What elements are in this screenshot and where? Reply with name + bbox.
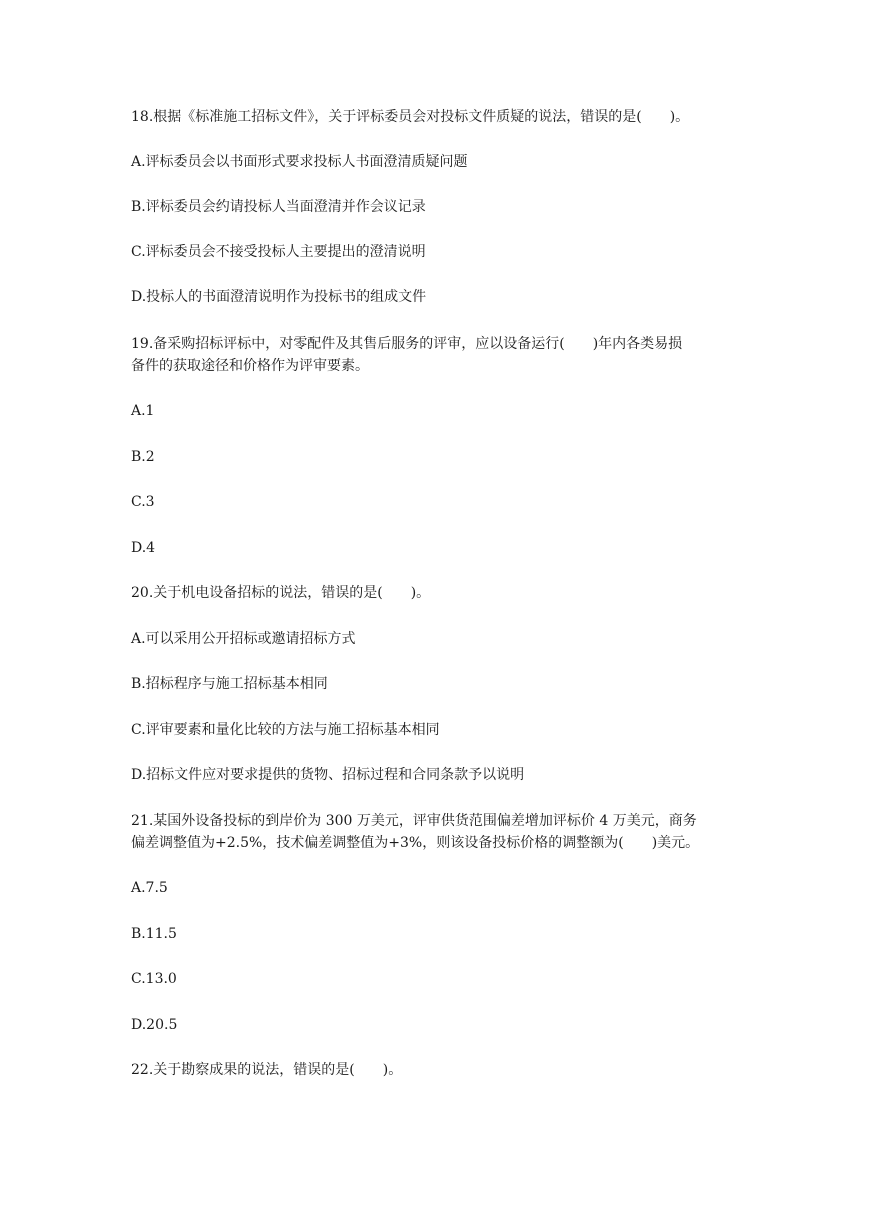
question-21-stem-line-1: 21.某国外设备投标的到岸价为 300 万美元，评审供货范围偏差增加评标价 4 万美元，商务	[131, 813, 697, 829]
question-20-option-b: B.招标程序与施工招标基本相同	[131, 676, 328, 692]
question-18-option-d: D.投标人的书面澄清说明作为投标书的组成文件	[131, 289, 427, 305]
question-21-option-c: C.13.0	[131, 971, 177, 987]
question-18-option-a: A.评标委员会以书面形式要求投标人书面澄清质疑问题	[131, 154, 468, 170]
question-18-option-b: B.评标委员会约请投标人当面澄清并作会议记录	[131, 199, 426, 215]
question-21-option-a: A.7.5	[131, 880, 168, 896]
question-19-stem-line-2: 备件的获取途径和价格作为评审要素。	[131, 358, 369, 374]
question-19-stem-line-1: 19.备采购招标评标中，对零配件及其售后服务的评审，应以设备运行( )年内各类易损	[131, 336, 683, 352]
question-22-stem: 22.关于勘察成果的说法，错误的是( )。	[131, 1062, 403, 1078]
question-21-stem-line-2: 偏差调整值为+2.5%，技术偏差调整值为+3%，则该设备投标价格的调整额为( )美元。	[131, 835, 700, 851]
question-19-option-a: A.1	[131, 403, 155, 419]
question-21-option-d: D.20.5	[131, 1017, 178, 1033]
question-19-option-b: B.2	[131, 449, 155, 465]
question-18-stem: 18.根据《标准施工招标文件》，关于评标委员会对投标文件质疑的说法，错误的是( )。	[131, 109, 690, 125]
question-20-option-a: A.可以采用公开招标或邀请招标方式	[131, 631, 356, 647]
question-18-option-c: C.评标委员会不接受投标人主要提出的澄清说明	[131, 244, 426, 260]
question-20-option-d: D.招标文件应对要求提供的货物、招标过程和合同条款予以说明	[131, 767, 525, 783]
question-19-option-c: C.3	[131, 494, 155, 510]
question-19-option-d: D.4	[131, 540, 156, 556]
question-21-option-b: B.11.5	[131, 926, 177, 942]
question-20-option-c: C.评审要素和量化比较的方法与施工招标基本相同	[131, 722, 440, 738]
question-20-stem: 20.关于机电设备招标的说法，错误的是( )。	[131, 585, 431, 601]
